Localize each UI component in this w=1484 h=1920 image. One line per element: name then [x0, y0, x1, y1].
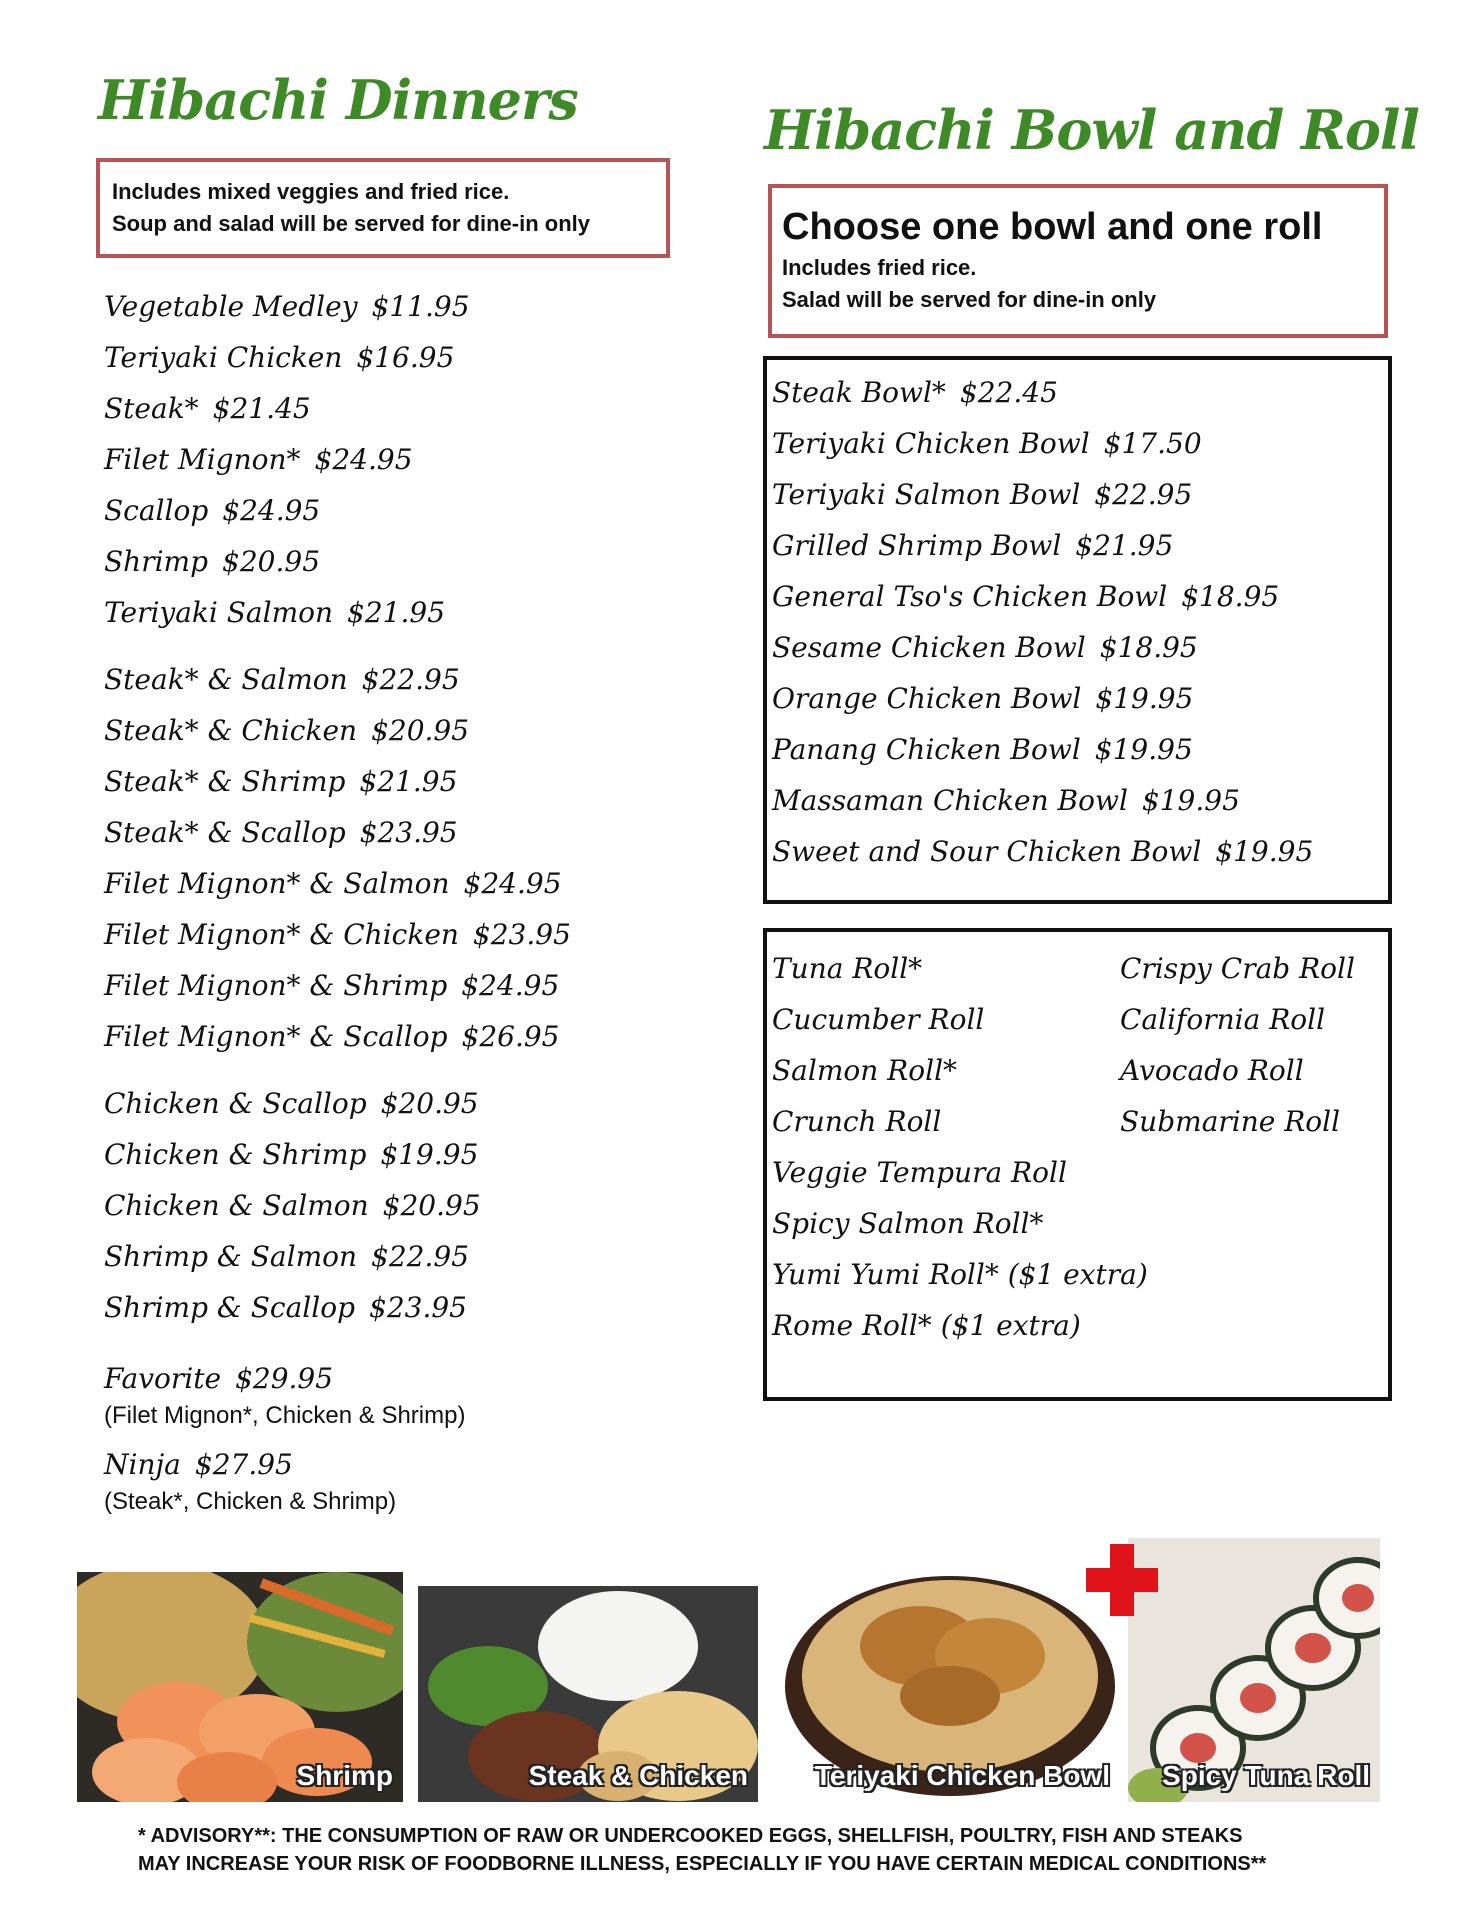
- item-name: Spicy Salmon Roll*: [772, 1207, 1044, 1240]
- item-price: $24.95: [222, 494, 321, 527]
- bowl-item: [772, 478, 1192, 512]
- item-price: $17.50: [1103, 427, 1202, 460]
- roll-item: [1120, 952, 1355, 986]
- bowl-roll-title: Hibachi Bowl and Roll: [764, 98, 1419, 162]
- item-name: Massaman Chicken Bowl: [772, 784, 1128, 817]
- item-price: $26.95: [461, 1020, 560, 1053]
- dinners-note-line: Includes mixed veggies and fried rice.: [112, 179, 510, 204]
- roll-item: [1120, 1105, 1340, 1139]
- dinner-item: [104, 1138, 478, 1172]
- item-price: $23.95: [369, 1291, 467, 1324]
- item-price: $24.95: [314, 443, 413, 476]
- item-price: $20.95: [382, 1189, 481, 1222]
- dinner-item: [104, 1087, 479, 1121]
- special-description: (Filet Mignon*, Chicken & Shrimp): [104, 1402, 466, 1429]
- item-name: Rome Roll* ($1 extra): [772, 1309, 1081, 1342]
- special-description: (Steak*, Chicken & Shrimp): [104, 1488, 397, 1515]
- bowl-item: [772, 682, 1193, 716]
- item-name: Steak Bowl*: [772, 376, 946, 409]
- item-name: Teriyaki Chicken Bowl: [772, 427, 1090, 460]
- item-name: Avocado Roll: [1120, 1054, 1304, 1087]
- item-name: Teriyaki Salmon: [104, 596, 334, 629]
- dinner-item: [104, 1020, 560, 1054]
- dinner-item: [104, 765, 457, 799]
- item-price: $22.95: [361, 663, 460, 696]
- item-name: Filet Mignon* & Salmon: [104, 867, 450, 900]
- roll-item: [772, 1156, 1067, 1190]
- item-name: Crunch Roll: [772, 1105, 942, 1138]
- bowl-item: [772, 631, 1198, 665]
- item-price: $16.95: [356, 341, 455, 374]
- item-name: Scallop: [104, 494, 209, 527]
- item-price: $22.45: [959, 376, 1058, 409]
- item-name: California Roll: [1120, 1003, 1326, 1036]
- item-name: Tuna Roll*: [772, 952, 923, 985]
- dinners-title: Hibachi Dinners: [98, 68, 578, 132]
- dinner-item: [104, 1240, 469, 1274]
- bowl-item: [772, 733, 1193, 767]
- dinner-item: [104, 867, 562, 901]
- dinner-item: [104, 969, 559, 1003]
- bowl-item: [772, 580, 1279, 614]
- plus-icon: [1086, 1544, 1158, 1616]
- item-price: $20.95: [371, 714, 470, 747]
- dinner-item: [104, 290, 470, 324]
- item-price: $24.95: [463, 867, 562, 900]
- item-name: Steak* & Chicken: [104, 714, 358, 747]
- dinner-item: [104, 714, 469, 748]
- item-name: Shrimp & Salmon: [104, 1240, 358, 1273]
- dinner-item: [104, 341, 454, 375]
- item-name: Grilled Shrimp Bowl: [772, 529, 1062, 562]
- item-price: $24.95: [461, 969, 560, 1002]
- photo-label: Shrimp: [296, 1760, 393, 1791]
- item-price: $11.95: [371, 290, 470, 323]
- roll-item: [772, 952, 922, 986]
- item-name: Veggie Tempura Roll: [772, 1156, 1067, 1189]
- roll-item: [772, 1003, 984, 1037]
- photo-label: Spicy Tuna Roll: [1162, 1760, 1370, 1791]
- roll-item: [772, 1258, 1148, 1292]
- item-name: Chicken & Salmon: [104, 1189, 369, 1222]
- dinner-item: [104, 443, 413, 477]
- item-price: $21.95: [1075, 529, 1174, 562]
- item-price: $19.95: [1095, 682, 1194, 715]
- item-price: $20.95: [380, 1087, 479, 1120]
- item-price: $20.95: [222, 545, 321, 578]
- dinner-item: [104, 545, 320, 579]
- advisory-line: * ADVISORY**: THE CONSUMPTION OF RAW OR UNDERCOOKED EGGS, SHELLFISH, POULTRY, FISH AND STEAKS: [138, 1825, 1243, 1847]
- item-price: $22.95: [1094, 478, 1193, 511]
- item-name: Shrimp & Scallop: [104, 1291, 356, 1324]
- item-price: $21.95: [347, 596, 446, 629]
- item-name: Steak* & Shrimp: [104, 765, 346, 798]
- roll-item: [772, 1105, 941, 1139]
- item-name: Ninja: [104, 1448, 181, 1481]
- item-name: Favorite: [104, 1362, 222, 1395]
- bowl-roll-note-line: Includes fried rice.: [782, 255, 977, 280]
- item-name: Filet Mignon* & Chicken: [104, 918, 459, 951]
- photo-shrimp: [77, 1572, 403, 1802]
- item-name: Submarine Roll: [1120, 1105, 1341, 1138]
- item-name: Steak*: [104, 392, 199, 425]
- bowl-roll-headline: Choose one bowl and one roll: [782, 206, 1323, 248]
- item-name: Vegetable Medley: [104, 290, 358, 323]
- item-price: $23.95: [472, 918, 571, 951]
- dinner-item: [104, 816, 458, 850]
- item-name: Sweet and Sour Chicken Bowl: [772, 835, 1202, 868]
- item-name: Panang Chicken Bowl: [772, 733, 1081, 766]
- item-name: Steak* & Salmon: [104, 663, 348, 696]
- roll-item: [772, 1207, 1043, 1241]
- item-price: $19.95: [380, 1138, 479, 1171]
- dinner-item: [104, 1189, 481, 1223]
- item-name: General Tso's Chicken Bowl: [772, 580, 1168, 613]
- photo-label: Steak & Chicken: [528, 1760, 748, 1791]
- item-name: Teriyaki Chicken: [104, 341, 343, 374]
- item-price: $19.95: [1215, 835, 1314, 868]
- item-price: $18.95: [1181, 580, 1280, 613]
- bowl-item: [772, 835, 1313, 869]
- bowl-item: [772, 376, 1058, 410]
- roll-item: [1120, 1054, 1304, 1088]
- dinner-item: [104, 918, 571, 952]
- item-name: Filet Mignon* & Scallop: [104, 1020, 448, 1053]
- item-price: $19.95: [1141, 784, 1240, 817]
- roll-item: [772, 1054, 957, 1088]
- dinner-item: [104, 663, 460, 697]
- item-name: Chicken & Shrimp: [104, 1138, 367, 1171]
- dinners-note-box: [96, 158, 670, 258]
- item-name: Orange Chicken Bowl: [772, 682, 1082, 715]
- item-name: Sesame Chicken Bowl: [772, 631, 1086, 664]
- dinner-item: [104, 1291, 467, 1325]
- special-item: [104, 1362, 333, 1396]
- roll-item: [772, 1309, 1081, 1343]
- item-name: Chicken & Scallop: [104, 1087, 367, 1120]
- item-price: $21.95: [359, 765, 458, 798]
- item-price: $18.95: [1099, 631, 1198, 664]
- advisory: [138, 1822, 1266, 1878]
- photo-teriyaki-bowl: [780, 1536, 1120, 1802]
- item-name: Salmon Roll*: [772, 1054, 958, 1087]
- roll-item: [1120, 1003, 1325, 1037]
- dinner-item: [104, 494, 320, 528]
- item-price: $19.95: [1094, 733, 1193, 766]
- item-price: $21.45: [212, 392, 311, 425]
- item-price: $23.95: [359, 816, 458, 849]
- item-name: Cucumber Roll: [772, 1003, 985, 1036]
- special-item: [104, 1448, 293, 1482]
- bowl-item: [772, 784, 1240, 818]
- item-name: Steak* & Scallop: [104, 816, 346, 849]
- photo-spicy-tuna-roll: [1128, 1538, 1380, 1802]
- bowl-item: [772, 427, 1202, 461]
- item-name: Teriyaki Salmon Bowl: [772, 478, 1081, 511]
- item-name: Filet Mignon* & Shrimp: [104, 969, 448, 1002]
- item-name: Yumi Yumi Roll* ($1 extra): [772, 1258, 1148, 1291]
- photo-steak-chicken: [418, 1586, 758, 1802]
- bowl-roll-note-box: [768, 184, 1388, 338]
- photo-label: Teriyaki Chicken Bowl: [814, 1760, 1110, 1791]
- advisory-line: MAY INCREASE YOUR RISK OF FOODBORNE ILLNESS, ESPECIALLY IF YOU HAVE CERTAIN MEDICAL CONDITIONS**: [138, 1853, 1267, 1875]
- dinners-note-line: Soup and salad will be served for dine-in only: [112, 211, 590, 236]
- bowl-roll-note-line: Salad will be served for dine-in only: [782, 287, 1157, 312]
- item-price: $29.95: [235, 1362, 334, 1395]
- dinner-item: [104, 392, 311, 426]
- item-price: $27.95: [194, 1448, 293, 1481]
- bowl-item: [772, 529, 1173, 563]
- item-name: Crispy Crab Roll: [1120, 952, 1355, 985]
- dinner-item: [104, 596, 445, 630]
- item-price: $22.95: [371, 1240, 470, 1273]
- item-name: Shrimp: [104, 545, 209, 578]
- item-name: Filet Mignon*: [104, 443, 301, 476]
